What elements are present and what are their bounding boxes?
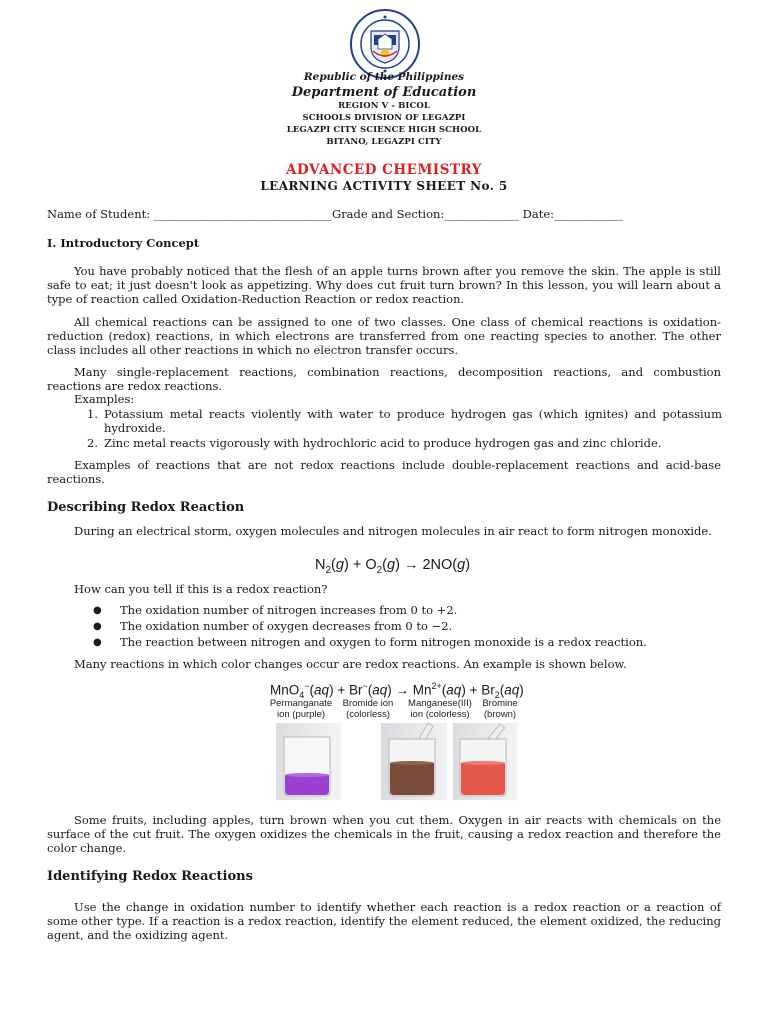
permanganate-equation: $MnO_4^-(aq) + Br^-(aq) \to Mn^{2+}(aq) + Br_2(aq)$: [270, 681, 524, 701]
example-number: 1.: [87, 407, 98, 421]
section-heading-identifying: Identifying Redox Reactions: [47, 869, 253, 884]
beaker-photo-brown: [381, 723, 447, 800]
example-text: Potassium metal reacts violently with water to produce hydrogen gas (which ignites) and potassium hydroxide.: [104, 407, 722, 436]
nitrogen-oxygen-equation: $N_2(g) + O_2(g) \to 2NO(g)$: [315, 557, 471, 576]
section-heading-describing: Describing Redox Reaction: [47, 500, 245, 515]
redox-question: How can you tell if this is a redox reaction?: [74, 582, 328, 596]
bullet-icon: ●: [93, 637, 102, 648]
examples-label: Examples:: [74, 392, 135, 406]
intro-paragraph-3: Many single-replacement reactions, combination reactions, decomposition reactions, and combustion reactions are redox reactions.: [47, 365, 721, 394]
ion-label-line: ion (colorless): [410, 709, 470, 720]
bullet-icon: ●: [93, 605, 102, 616]
ion-label-line: Bromine: [482, 698, 518, 709]
page-subtitle: LEARNING ACTIVITY SHEET No. 5: [260, 179, 508, 193]
ion-label-permanganate: [267, 698, 335, 720]
intro-paragraph-4: Examples of reactions that are not redox reactions include double-replacement reactions and acid-base reactions.: [47, 458, 721, 487]
intro-paragraph-2: All chemical reactions can be assigned to one of two classes. One class of chemical reactions is oxidation-reduction (redox) reactions, in which electrons are transferred from one reacting species to another. The other class includes all other reactions in which no electron transfer occurs.: [47, 315, 721, 358]
ion-label-bromine: [475, 698, 525, 720]
bullet-item-1: The oxidation number of nitrogen increases from 0 to +2.: [120, 603, 458, 617]
section-heading-intro: I. Introductory Concept: [47, 236, 200, 250]
region-line: REGION V - BICOL: [338, 101, 430, 111]
describing-paragraph-2: Many reactions in which color changes occur are redox reactions. An example is shown below.: [74, 657, 627, 671]
identifying-paragraph-1: Use the change in oxidation number to identify whether each reaction is a redox reaction or a reaction of some other type. If a reaction is a redox reaction, identify the element reduced, the element oxidized, the reducing agent, and the oxidizing agent.: [47, 900, 721, 943]
bullet-icon: ●: [93, 621, 102, 632]
ion-label-line: Bromide ion: [342, 698, 394, 709]
ion-label-line: (brown): [483, 709, 517, 720]
school-line: LEGAZPI CITY SCIENCE HIGH SCHOOL: [286, 125, 482, 135]
beaker-photo-purple: [276, 723, 341, 800]
bullet-item-3: The reaction between nitrogen and oxygen to form nitrogen monoxide is a redox reaction.: [120, 635, 647, 649]
page-title: ADVANCED CHEMISTRY: [286, 162, 482, 178]
republic-line: Republic of the Philippines: [303, 71, 465, 83]
ion-label-line: ion (purple): [276, 709, 326, 720]
address-line: BITANO, LEGAZPI CITY: [326, 137, 442, 147]
example-number: 2.: [87, 436, 98, 450]
division-line: SCHOOLS DIVISION OF LEGAZPI: [302, 113, 466, 123]
describing-paragraph-1: During an electrical storm, oxygen molecules and nitrogen molecules in air react to form nitrogen monoxide.: [74, 524, 712, 538]
deped-seal: [350, 9, 420, 79]
photo-divider: [342, 723, 346, 800]
describing-paragraph-3: Some fruits, including apples, turn brown when you cut them. Oxygen in air reacts with chemicals on the surface of the cut fruit. The oxygen oxidizes the chemicals in the fruit, causing a redox reaction and therefore the color change.: [47, 813, 721, 856]
example-text: Zinc metal reacts vigorously with hydrochloric acid to produce hydrogen gas and zinc chloride.: [104, 436, 662, 450]
department-line: Department of Education: [291, 85, 477, 100]
ion-label-line: Manganese(III): [408, 698, 472, 709]
student-info-line: Name of Student: _______________________________Grade and Section:_____________ Date:____________: [47, 207, 624, 221]
ion-label-bromide: [336, 698, 400, 720]
ion-label-manganese: [403, 698, 477, 720]
ion-label-line: (colorless): [346, 709, 390, 720]
intro-paragraph-1: You have probably noticed that the flesh of an apple turns brown after you remove the skin. The apple is still safe to eat; it just doesn't look as appetizing. Why does cut fruit turn brown? In this lesson, you will learn about a type of reaction called Oxidation-Reduction Reaction or redox reaction.: [47, 264, 721, 307]
beaker-photo-red: [453, 723, 517, 800]
bullet-item-2: The oxidation number of oxygen decreases from 0 to −2.: [120, 619, 453, 633]
ion-label-line: Permanganate: [269, 698, 333, 709]
